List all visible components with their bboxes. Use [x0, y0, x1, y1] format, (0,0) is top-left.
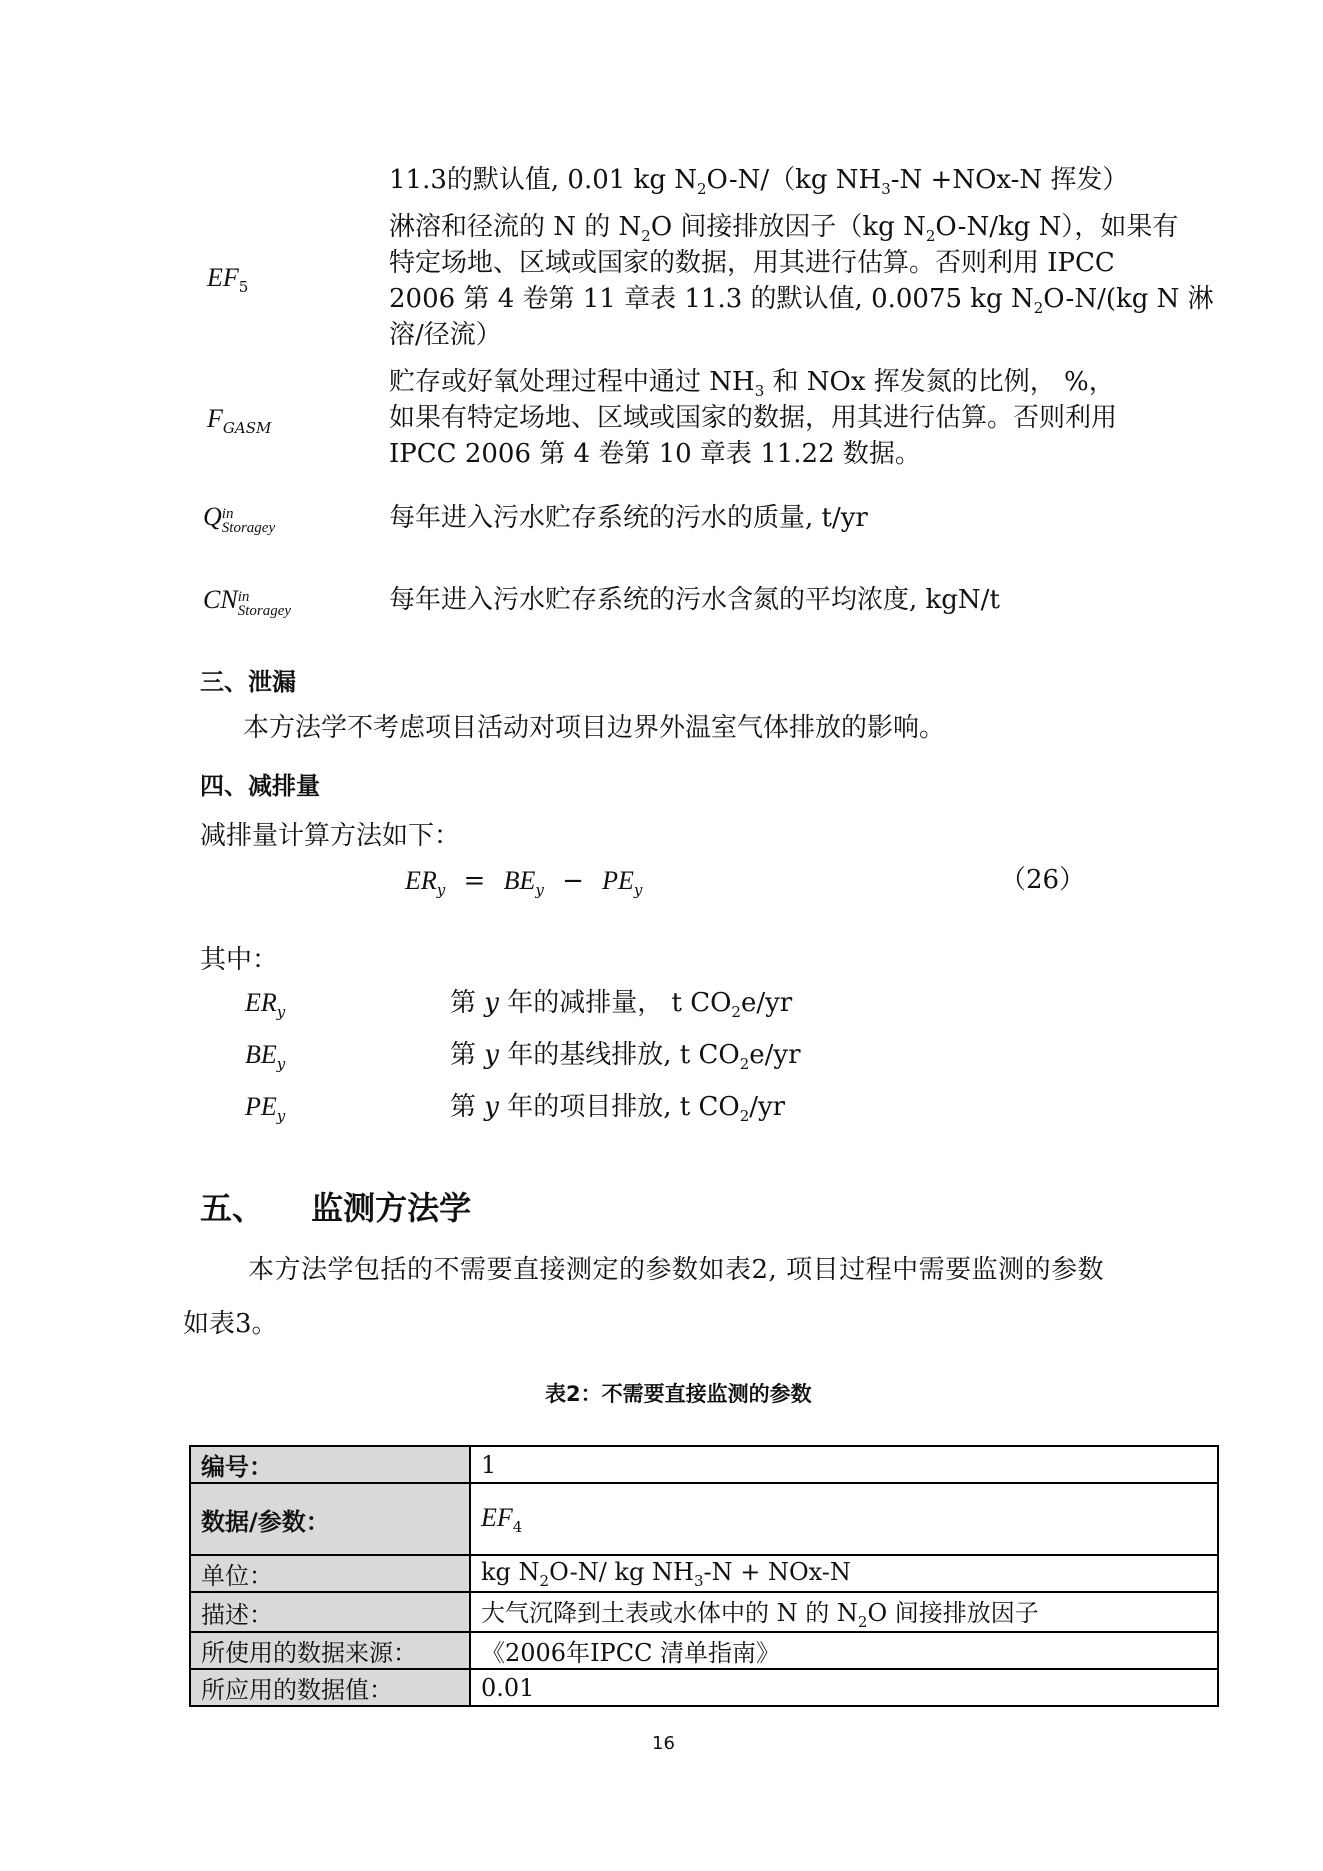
var-er-description: 第 y 年的减排量， t $CO_2e/yr$ [450, 988, 793, 1021]
section5-heading [200, 1183, 471, 1229]
source-label: 所使用的数据来源： [190, 1632, 470, 1669]
q-storage-symbol: Q in Storagey [203, 502, 276, 536]
fgasm-description-line1: 贮存或好氧处理过程中通过 $NH_3$ 和 NOx 挥发氮的比例， %， [389, 367, 1115, 400]
ef5-description-line2: 特定场地、区域或国家的数据，用其进行估算。否则利用 IPCC [389, 248, 1115, 278]
section5-heading-number: 五、 [200, 1189, 265, 1227]
unit-value: kg $N_2O-N/$ kg $NH_3-N + NOx-N$ [470, 1555, 1218, 1592]
var-be-symbol: BEy [245, 1040, 286, 1073]
q-storage-description: 每年进入污水贮存系统的污水的质量, t/yr [389, 503, 868, 533]
table-row [190, 1669, 1218, 1706]
unit-label: 单位： [190, 1555, 470, 1592]
cn-storage-description: 每年进入污水贮存系统的污水含氮的平均浓度, kgN/t [389, 585, 1000, 615]
cn-storage-symbol: CN in Storagey [203, 585, 292, 619]
section4-intro: 减排量计算方法如下： [200, 821, 461, 851]
page-number: 16 [652, 1733, 675, 1754]
ef5-description-line1: 淋溶和径流的 N 的 $N_2O$ 间接排放因子（kg $N_2O-N/kg$ N），如果有 [389, 212, 1179, 245]
section5-heading-text: 监测方法学 [311, 1189, 472, 1227]
section5-para-line1: 本方法学包括的不需要直接测定的参数如表2, 项目过程中需要监测的参数 [248, 1255, 1105, 1285]
table-row [190, 1632, 1218, 1669]
table-row [190, 1555, 1218, 1592]
fgasm-symbol: FGASM [207, 404, 272, 437]
var-pe-description: 第 y 年的项目排放, t $CO_2/yr$ [450, 1092, 786, 1125]
var-er-symbol: ERy [245, 988, 286, 1021]
fgasm-description-line2: 如果有特定场地、区域或国家的数据，用其进行估算。否则利用 [389, 403, 1118, 433]
ef5-description-line4: 溶/径流） [389, 320, 502, 350]
reduction-equation: $ER_y = BE_y - PE_y$ [405, 866, 643, 899]
var-be-description: 第 y 年的基线排放, t $CO_2e/yr$ [450, 1040, 801, 1073]
section4-heading: 四、减排量 [200, 772, 320, 800]
fgasm-description-line3: IPCC 2006 第 4 卷第 10 章表 11.22 数据。 [389, 439, 921, 469]
parameter-table [189, 1445, 1219, 1707]
var-pe-symbol: PEy [245, 1092, 286, 1125]
table2-caption: 表2：不需要直接监测的参数 [545, 1382, 812, 1406]
section3-heading: 三、泄漏 [200, 668, 296, 696]
id-value: 1 [470, 1446, 1218, 1483]
desc-label: 描述： [190, 1592, 470, 1632]
section3-body: 本方法学不考虑项目活动对项目边界外温室气体排放的影响。 [243, 713, 946, 743]
value-value: 0.01 [470, 1669, 1218, 1706]
param-label: 数据/参数： [190, 1483, 470, 1555]
id-label: 编号： [190, 1446, 470, 1483]
value-label: 所应用的数据值： [190, 1669, 470, 1706]
param-value: $EF_4$ [470, 1483, 1218, 1555]
table-row [190, 1592, 1218, 1632]
source-value: 《2006年IPCC 清单指南》 [470, 1632, 1218, 1669]
ef5-symbol: EF5 [207, 263, 249, 296]
ef5-description-line3: 2006 第 4 卷第 11 章表 11.3 的默认值, 0.0075 kg $N_2O-N/(kg$ N 淋 [389, 284, 1214, 317]
desc-value: 大气沉降到土表或水体中的 N 的 $N_2O$ 间接排放因子 [470, 1592, 1218, 1632]
equation-number: （26） [1000, 865, 1086, 895]
ef4-description-tail: 11.3的默认值, 0.01 kg $N_2O-N/(kg$ $NH_3-N +NOx-N$ 挥发） [389, 165, 1129, 198]
table-row [190, 1483, 1218, 1555]
where-label: 其中： [200, 945, 279, 975]
section5-para-line2: 如表3。 [183, 1309, 278, 1339]
table-row [190, 1446, 1218, 1483]
